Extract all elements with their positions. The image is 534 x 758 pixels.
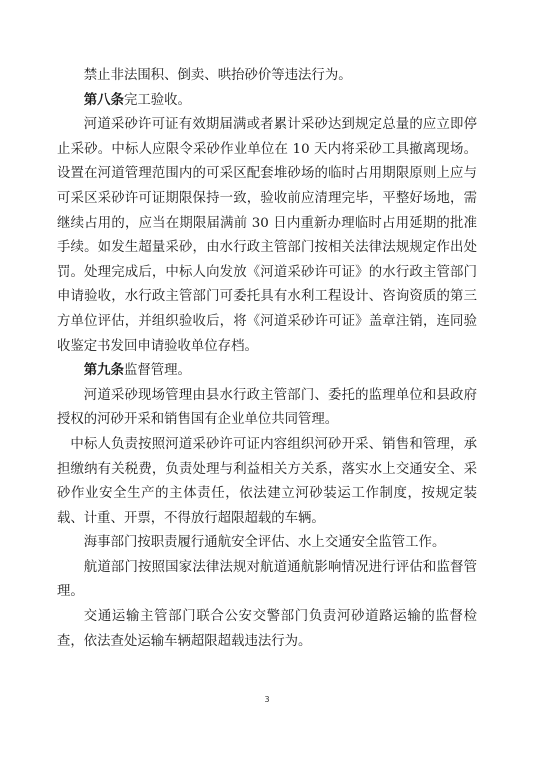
paragraph-bidder-responsibility: 中标人负责按照河道采砂许可证内容组织河砂开采、销售和管理，承担缴纳有关税费，负责处理与利益相关方关系，落实水上交通安全、采砂作业安全生产的主体责任，依法建立河砂装运工作制度，按规定装载、计重、开票，不得放行超限超载的车辆。 xyxy=(57,436,477,526)
page-number: 3 xyxy=(264,695,270,704)
article-9-heading: 第九条监督管理。 xyxy=(83,363,191,379)
paragraph-waterway: 航道部门按照国家法律法规对航道通航影响情况进行评估和监督管理。 xyxy=(57,559,477,600)
paragraph-maritime: 海事部门按职责履行通航安全评估、水上交通安全监管工作。 xyxy=(83,535,446,551)
page-body xyxy=(57,64,477,654)
article-8-heading: 第八条完工验收。 xyxy=(83,92,191,108)
paragraph-site-management: 河道采砂现场管理由县水行政主管部门、委托的监理单位和县政府授权的河砂开采和销售国有企业单位共同管理。 xyxy=(57,387,477,428)
article-8-label: 第八条 xyxy=(83,92,124,108)
paragraph-prohibition: 禁止非法围积、倒卖、哄抬砂价等违法行为。 xyxy=(83,68,352,83)
article-9-label: 第九条 xyxy=(83,363,124,379)
paragraph-transport: 交通运输主管部门联合公安交警部门负责河砂道路运输的监督检查，依法查处运输车辆超限超载违法行为。 xyxy=(57,609,477,649)
paragraph-completion-acceptance: 河道采砂许可证有效期届满或者累计采砂达到规定总量的应立即停止采砂。中标人应限令采砂作业单位在 10 天内将采砂工具撤离现场。设置在河道管理范围内的可采区配套堆砂场的临时占用期限原则上应与可采区采砂许可证期限保持一致，验收前应清理完毕，平整好场地，需继续占用的，应当在期限届满前 30 日内重新办理临时占用延期的批准手续。如发生超量采砂，由水行政主管部门按相关法律法规规定作出处罚。处理完成后，中标人向发放《河道采砂许可证》的水行政主管部门申请验收，水行政主管部门可委托具有水利工程设计、咨询资质的第三方单位评估，并组织验收后，将《河道采砂许可证》盖章注销，连同验收鉴定书发回申请验收单位存档。 xyxy=(57,117,477,354)
